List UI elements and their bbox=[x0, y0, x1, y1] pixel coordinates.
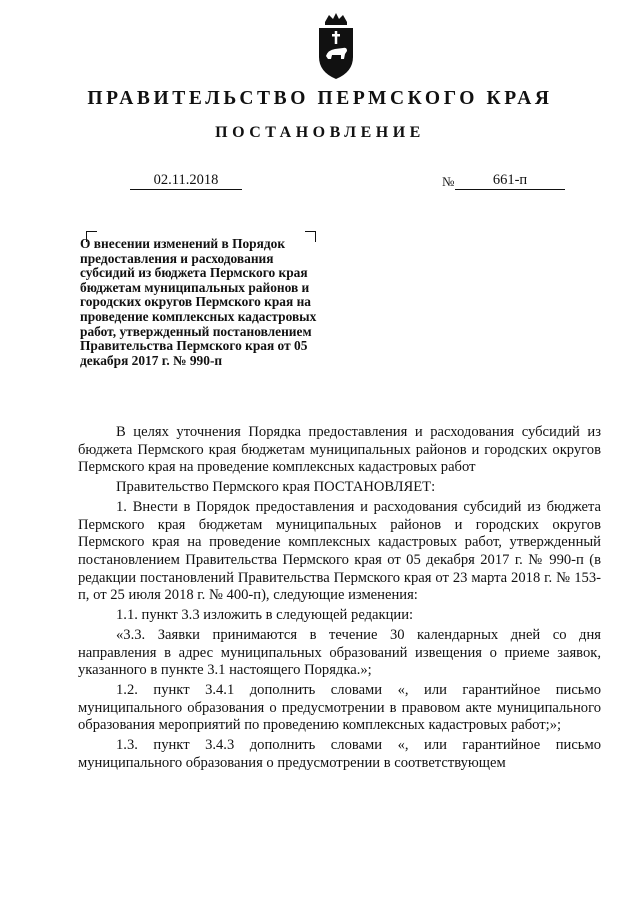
paragraph-item-1-3: 1.3. пункт 3.4.3 дополнить словами «, или гарантийное письмо муниципального образования о предусмотрении в соответствующем bbox=[78, 737, 601, 772]
perm-krai-coat-of-arms-icon bbox=[316, 12, 356, 82]
paragraph-item-1-1: 1.1. пункт 3.3 изложить в следующей редакции: bbox=[116, 607, 414, 624]
paragraph-quote-3-3: «3.3. Заявки принимаются в течение 30 календарных дней со дня направления в адрес муниципальных образований извещения о приеме заявок, указанного в пункте 3.1 настоящего Порядка.»; bbox=[78, 627, 601, 679]
document-date: 02.11.2018 bbox=[130, 172, 242, 190]
paragraph-preamble: В целях уточнения Порядка предоставления и расходования субсидий из бюджета Пермского края бюджетам муниципальных районов и городских округов Пермского края на проведение комплексных кадастровых работ bbox=[78, 424, 601, 476]
document-body bbox=[78, 424, 601, 775]
paragraph-item-1: 1. Внести в Порядок предоставления и расходования субсидий из бюджета Пермского края бюджетам муниципальных районов и городских округов Пермского края на проведение комплексных кадастровых работ, утвержденный постановлением Правительства Пермского края от 05 декабря 2017 г. № 990-п (в редакции постановлений Правительства Пермского края от 23 марта 2018 г. № 153-п, от 25 июля 2018 г. № 400-п), следующие изменения: bbox=[78, 499, 601, 604]
paragraph-item-1-2: 1.2. пункт 3.4.1 дополнить словами «, или гарантийное письмо муниципального образования о предусмотрении в правовом акте муниципального образования мероприятий по проведению комплексных кадастровых работ;»; bbox=[78, 682, 601, 734]
government-title: ПРАВИТЕЛЬСТВО ПЕРМСКОГО КРАЯ bbox=[87, 88, 553, 109]
document-subject: О внесении изменений в Порядок предоставления и расходования субсидий из бюджета Пермского края бюджетам муниципальных районов и городских округов Пермского края на проведение комплексных кадастровых работ, утвержденный постановлением Правительства Пермского края от 05 декабря 2017 г. № 990-п bbox=[80, 236, 317, 368]
document-number: 661-п bbox=[455, 172, 565, 190]
document-type: ПОСТАНОВЛЕНИЕ bbox=[215, 124, 425, 141]
paragraph-resolves: Правительство Пермского края ПОСТАНОВЛЯЕТ: bbox=[116, 479, 436, 496]
number-label: № bbox=[442, 174, 455, 189]
